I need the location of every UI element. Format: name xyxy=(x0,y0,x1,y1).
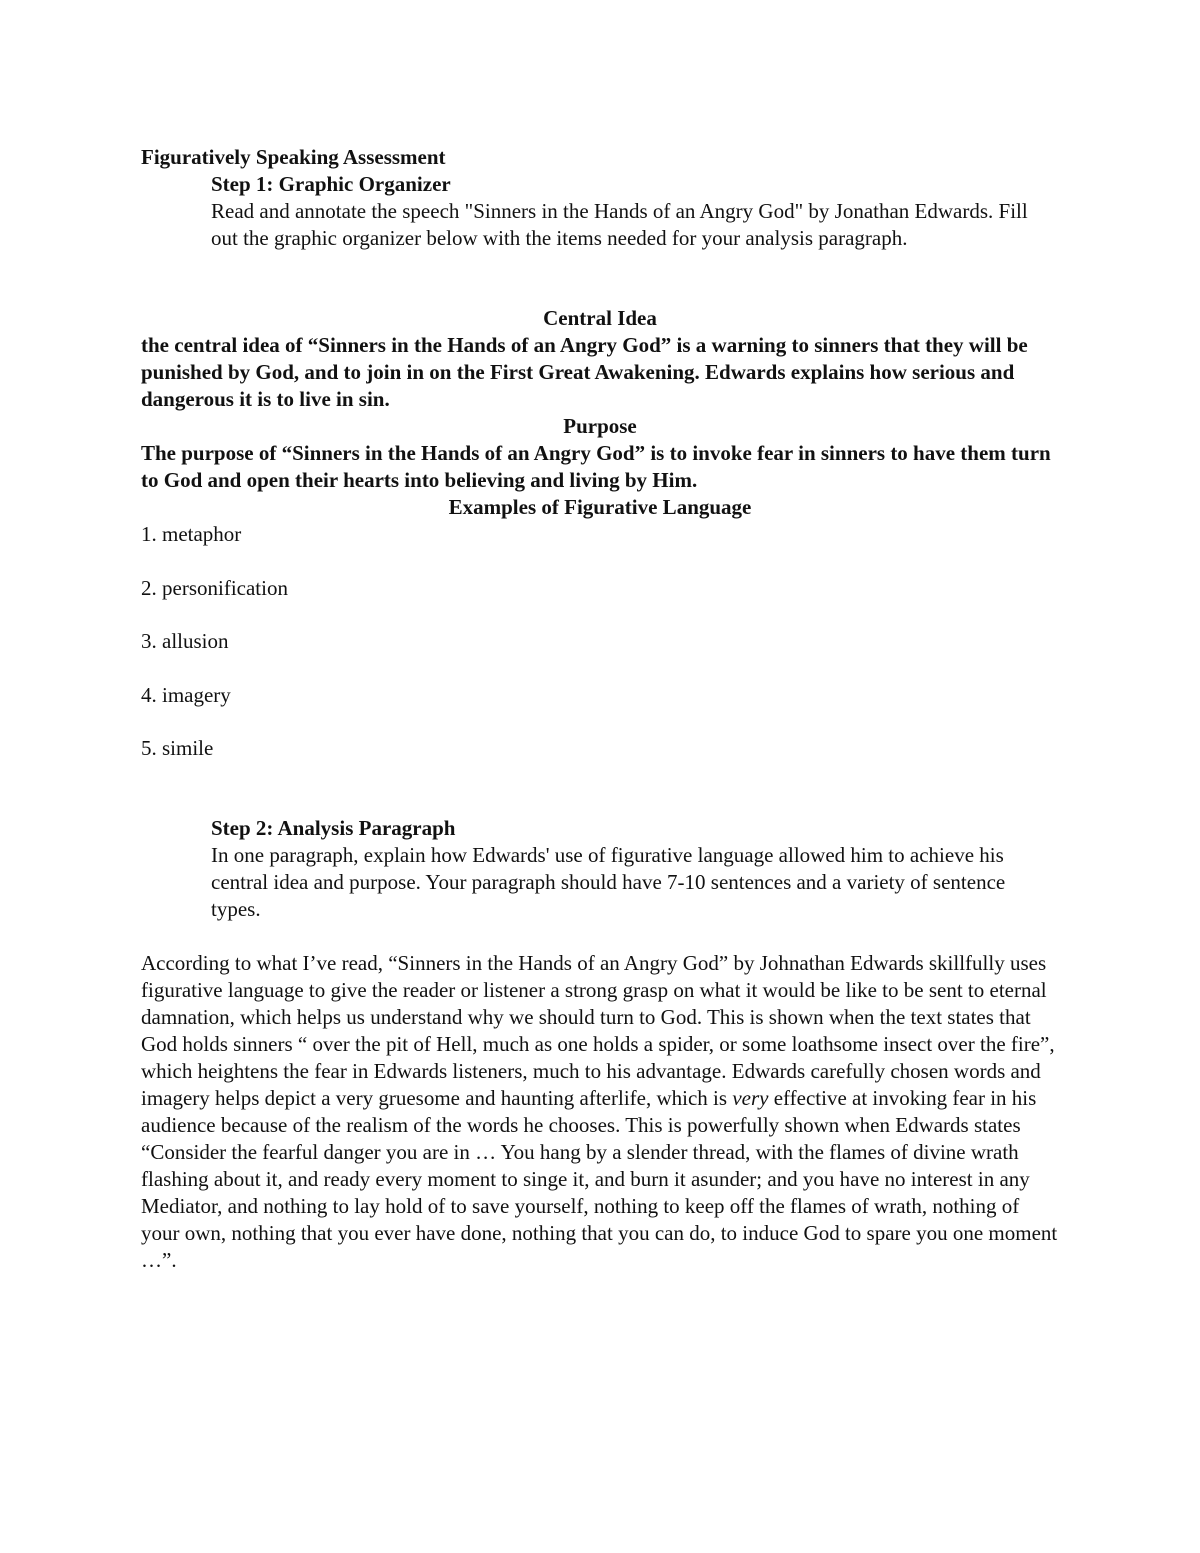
analysis-emphasis: very xyxy=(732,1086,769,1110)
analysis-paragraph xyxy=(141,950,1061,1274)
step2-heading: Step 2: Analysis Paragraph xyxy=(211,816,456,840)
central-idea-heading: Central Idea xyxy=(543,306,657,330)
purpose-heading: Purpose xyxy=(563,414,637,438)
figurative-language-item: 4. imagery xyxy=(141,683,231,707)
figurative-language-item: 3. allusion xyxy=(141,629,229,653)
figurative-language-item: 5. simile xyxy=(141,736,214,760)
step2-instructions: In one paragraph, explain how Edwards' use of figurative language allowed him to achieve his central idea and purpose. Your paragraph should have 7-10 sentences and a variety of sentence types. xyxy=(211,843,1006,921)
central-idea-text: the central idea of “Sinners in the Hands of an Angry God” is a warning to sinners that they will be punished by God, and to join in on the First Great Awakening. Edwards explains how serious and dangerous it is to live in sin. xyxy=(141,333,1028,411)
analysis-text-part1: According to what I’ve read, “Sinners in the Hands of an Angry God” by Johnathan Edwards skillfully uses figurative language to give the reader or listener a strong grasp on what it would be like to be sent to eternal damnation, which helps us understand why we should turn to God. This is shown when the text states that God holds sinners “ over the pit of Hell, much as one holds a spider, or some loathsome insect over the fire”, which heightens the fear in Edwards listeners, much to his advantage. Edwards carefully chosen words and imagery helps depict a very gruesome and haunting afterlife, which is xyxy=(141,951,1055,1110)
figurative-language-item: 2. personification xyxy=(141,576,288,600)
figurative-language-item: 1. metaphor xyxy=(141,522,242,546)
analysis-text-part2: effective at invoking fear in his audience because of the realism of the words he chooses. This is powerfully shown when Edwards states “Consider the fearful danger you are in … You hang by a slender thread, with the flames of divine wrath flashing about it, and ready every moment to singe it, and burn it asunder; and you have no interest in any Mediator, and nothing to lay hold of to save yourself, nothing to keep off the flames of wrath, nothing of your own, nothing that you ever have done, nothing that you can do, to induce God to spare you one moment …”. xyxy=(141,1086,1058,1272)
figurative-language-heading: Examples of Figurative Language xyxy=(448,495,752,519)
purpose-text: The purpose of “Sinners in the Hands of an Angry God” is to invoke fear in sinners to have them turn to God and open their hearts into believing and living by Him. xyxy=(141,441,1051,492)
step1-instructions: Read and annotate the speech "Sinners in the Hands of an Angry God" by Jonathan Edwards. Fill out the graphic organizer below with the items needed for your analysis paragraph. xyxy=(211,199,1028,250)
step1-heading: Step 1: Graphic Organizer xyxy=(211,172,451,196)
document-title: Figuratively Speaking Assessment xyxy=(141,145,446,169)
